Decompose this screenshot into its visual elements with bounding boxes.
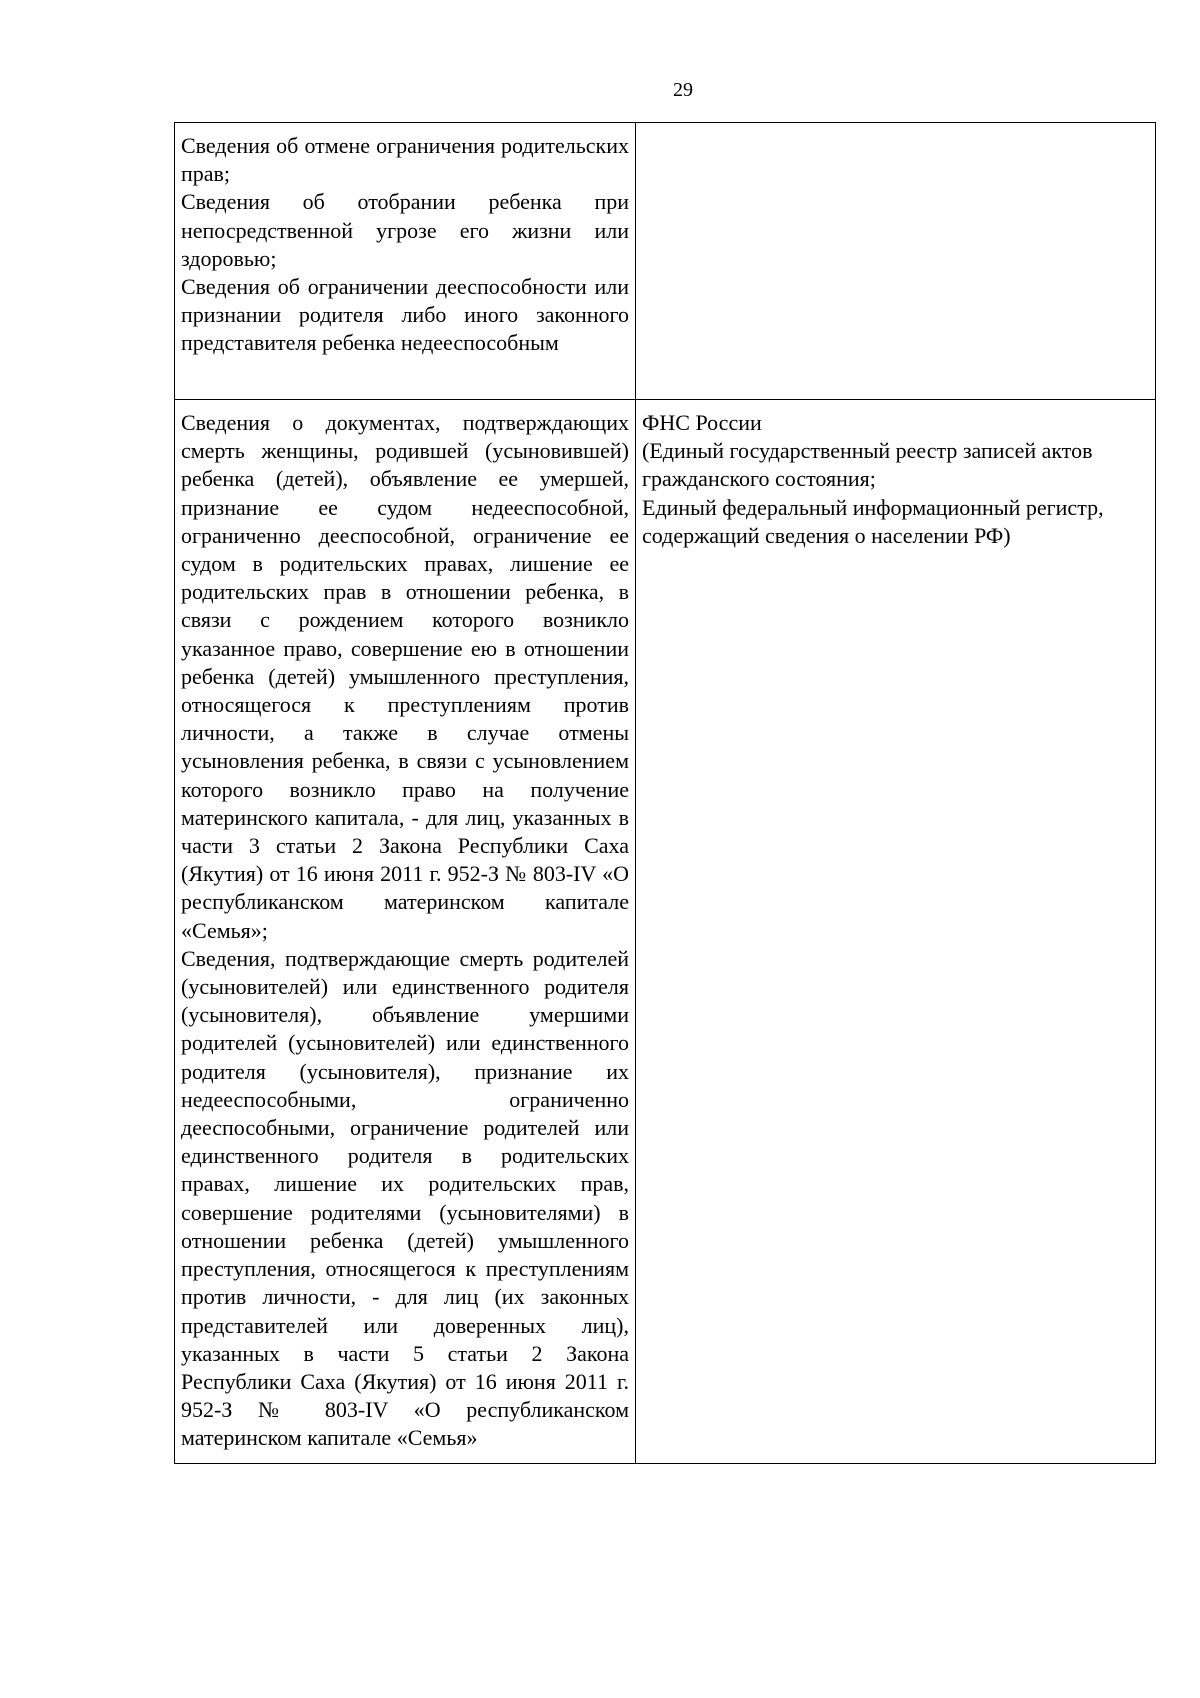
table-row: [175, 400, 1156, 1464]
cell-paragraph: Сведения о документах, подтверждающих смерть женщины, родившей (усыновившей) ребенка (детей), объявление ее умершей, признание ее судом недееспособной, ограниченно дееспособной, ограничение ее судом в родительских правах, лишение ее родительских прав в отношении ребенка, в связи с рождением которого возникло указанное право, совершение ею в отношении ребенка (детей) умышленного преступления, относящегося к преступлениям против личности, а также в случае отмены усыновления ребенка, в связи с усыновлением которого возникло право на получение материнского капитала, - для лиц, указанных в части 3 статьи 2 Закона Республики Саха (Якутия) от 16 июня 2011 г. 952-З № 803-IV «О республиканском материнском капитале «Семья»;: [181, 410, 629, 943]
document-table: [174, 122, 1156, 1464]
cell-paragraph: Сведения об отобрании ребенка при непосредственной угрозе его жизни или здоровью;: [181, 189, 629, 271]
table-cell-info: [175, 400, 636, 1464]
page-number: 29: [673, 79, 693, 101]
cell-paragraph: Сведения об ограничении дееспособности или признании родителя либо иного законного представителя ребенка недееспособным: [181, 274, 629, 356]
table-row: [175, 123, 1156, 400]
table-cell-info: [175, 123, 636, 400]
table-cell-source: [636, 400, 1156, 1464]
cell-paragraph: Сведения об отмене ограничения родительских прав;: [181, 133, 629, 187]
table-cell-source: [636, 123, 1156, 400]
cell-paragraph: ФНС России: [642, 410, 762, 435]
cell-paragraph: Сведения, подтверждающие смерть родителей (усыновителей) или единственного родителя (усыновителя), объявление умершими родителей (усыновителей) или единственного родителя (усыновителя), признание их недееспособными, ограниченно дееспособными, ограничение родителей или единственного родителя в родительских правах, лишение их родительских прав, совершение родителями (усыновителями) в отношении ребенка (детей) умышленного преступления, относящегося к преступлениям против личности, - для лиц (их законных представителей или доверенных лиц), указанных в части 5 статьи 2 Закона Республики Саха (Якутия) от 16 июня 2011 г. 952-З № 803-IV «О республиканском материнском капитале «Семья»: [181, 945, 629, 1451]
cell-paragraph: Единый федеральный информационный регистр, содержащий сведения о населении РФ): [642, 494, 1104, 548]
cell-paragraph: (Единый государственный реестр записей актов гражданского состояния;: [642, 438, 1093, 492]
